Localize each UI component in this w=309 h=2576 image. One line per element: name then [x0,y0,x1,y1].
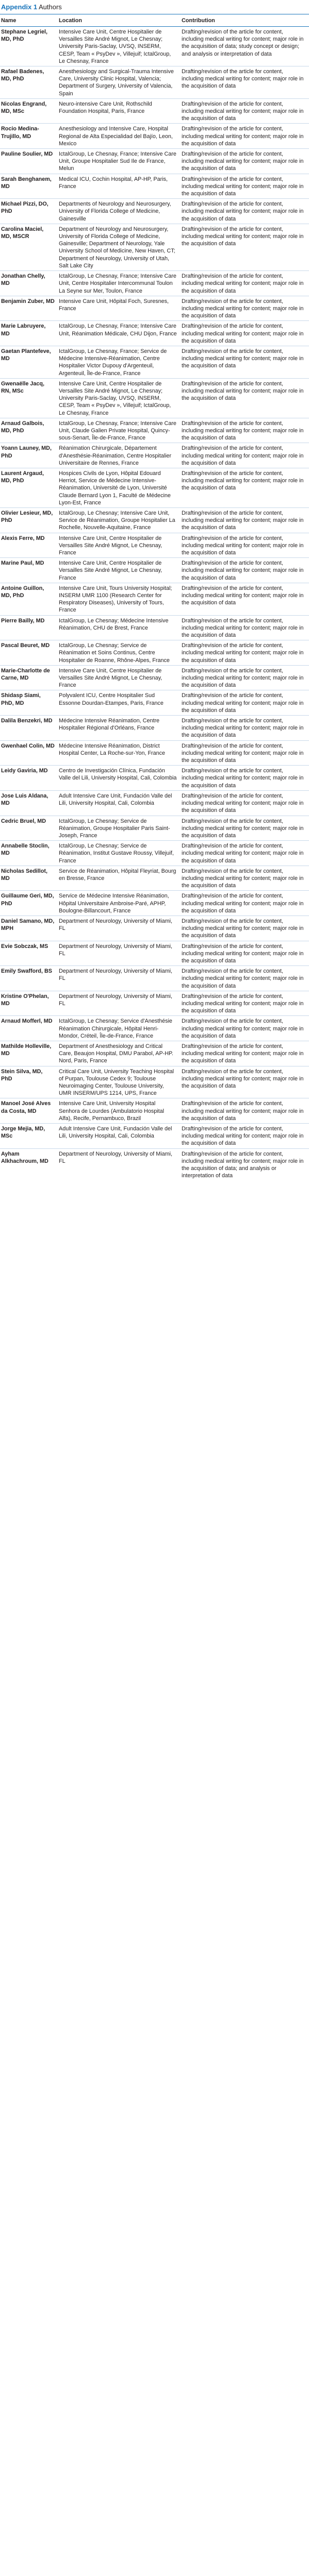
author-location-cell: IctalGroup, Le Chesnay; Service de Réanimation, Groupe Hospitalier Paris Saint-Joseph, France [58,816,181,841]
author-contribution-cell: Drafting/revision of the article for content, including medical writing for content; major role in the acquisition of data [181,916,309,941]
appendix-title: Authors [37,3,62,11]
author-name-cell: Marie Labruyere, MD [0,321,58,346]
table-row [0,690,309,716]
table-row [0,916,309,941]
author-contribution-cell: Drafting/revision of the article for content, including medical writing for content; major role in the acquisition of data [181,199,309,224]
author-name-cell: Benjamin Zuber, MD [0,296,58,321]
table-row [0,1124,309,1149]
author-name-cell: Manoel José Alves da Costa, MD [0,1098,58,1124]
table-row [0,1041,309,1066]
author-location-cell: Médecine Intensive Réanimation, Centre Hospitalier Régional d'Orléans, France [58,716,181,741]
author-name-cell: Rafael Badenes, MD, PhD [0,66,58,99]
table-row [0,583,309,615]
table-row [0,665,309,690]
author-contribution-cell: Drafting/revision of the article for content, including medical writing for content; major role in the acquisition of data [181,418,309,443]
author-name-cell: Sarah Benghanem, MD [0,174,58,199]
author-location-cell: Intensive Care Unit, Centre Hospitalier de Versailles Site André Mignot, Le Chesnay, France [58,665,181,690]
author-location-cell: Polyvalent ICU, Centre Hospitalier Sud Essonne Dourdan-Etampes, Paris, France [58,690,181,716]
author-location-cell: Intensive Care Unit, Tours University Hospital; INSERM UMR 1100 (Research Center for Respiratory Diseases), University of Tours, France [58,583,181,615]
table-row [0,98,309,124]
author-contribution-cell: Drafting/revision of the article for content, including medical writing for content; major role in the acquisition of data [181,716,309,741]
author-contribution-cell: Drafting/revision of the article for content, including medical writing for content; major role in the acquisition of data [181,866,309,891]
author-location-cell: Réanimation Chirurgicale, Département d'Anesthésie-Réanimation, Centre Hospitalier Universitaire de Rennes, France [58,443,181,468]
table-row [0,1016,309,1041]
author-location-cell: Hospices Civils de Lyon, Hôpital Edouard Herriot, Service de Médecine Intensive-Réanimation, Université de Lyon, Université Claude Bernard Lyon 1, Faculté de Médecine Lyon-Est, France [58,468,181,507]
author-name-cell: Stein Silva, MD, PhD [0,1066,58,1098]
table-row [0,149,309,174]
author-location-cell: Intensive Care Unit, Centre Hospitalier de Versailles Site André Mignot, Le Chesnay, France [58,558,181,583]
table-row [0,941,309,966]
appendix-document [0,0,309,1180]
appendix-label: Appendix 1 [1,3,38,11]
author-contribution-cell: Drafting/revision of the article for content, including medical writing for content; major role in the acquisition of data [181,346,309,378]
table-row [0,321,309,346]
author-name-cell: Yoann Launey, MD, PhD [0,443,58,468]
appendix-heading [0,0,309,14]
table-row [0,891,309,916]
author-contribution-cell: Drafting/revision of the article for content, including medical writing for content; major role in the acquisition of data [181,378,309,418]
author-contribution-cell: Drafting/revision of the article for content, including medical writing for content; major role in the acquisition of data [181,991,309,1016]
author-name-cell: Kristine O'Phelan, MD [0,991,58,1016]
author-contribution-cell: Drafting/revision of the article for content, including medical writing for content; major role in the acquisition of data [181,766,309,791]
author-contribution-cell: Drafting/revision of the article for content, including medical writing for content; major role in the acquisition of data [181,1016,309,1041]
authors-table-body [0,27,309,1181]
author-contribution-cell: Drafting/revision of the article for content, including medical writing for content; major role in the acquisition of data [181,149,309,174]
author-location-cell: IctalGroup, Le Chesnay; Intensive Care Unit, Service de Réanimation, Groupe Hospitalier La Rochelle, Nouvelle-Aquitaine, France [58,507,181,533]
author-contribution-cell: Drafting/revision of the article for content, including medical writing for content; major role in the acquisition of data [181,124,309,149]
author-contribution-cell: Drafting/revision of the article for content, including medical writing for content; major role in the acquisition of data [181,271,309,296]
author-contribution-cell: Drafting/revision of the article for content, including medical writing for content; major role in the acquisition of data [181,224,309,270]
author-location-cell: Service de Réanimation, Hôpital Fleyriat, Bourg en Bresse, France [58,866,181,891]
author-contribution-cell: Drafting/revision of the article for content, including medical writing for content; major role in the acquisition of data [181,841,309,866]
author-location-cell: IctalGroup, Le Chesnay; Service de Réanimation, Institut Gustave Roussy, Villejuif, France [58,841,181,866]
author-contribution-cell: Drafting/revision of the article for content, including medical writing for content; major role in the acquisition of data; study concept or design; and analysis or interpretation of data [181,27,309,66]
table-row [0,615,309,640]
author-name-cell: Gwenaëlle Jacq, RN, MSc [0,378,58,418]
author-location-cell: IctalGroup, Le Chesnay, France; Service de Médecine Intensive-Réanimation, Centre Hospitalier Victor Dupouy d'Argenteuil, Argenteuil, Île-de-France, France [58,346,181,378]
column-header-location: Location [58,14,181,27]
author-name-cell: Gwenhael Colin, MD [0,740,58,766]
author-location-cell: IctalGroup, Le Chesnay; Service de Réanimation et Soins Continus, Centre Hospitalier de Roanne, Rhône-Alpes, France [58,640,181,666]
author-location-cell: Intensive Care Unit, Centre Hospitalier de Versailles Site André Mignot, Le Chesnay; University Paris-Saclay, UVSQ, INSERM, CESP, Team « PsyDev », Villejuif; IctalGroup, Le Chesnay, France [58,27,181,66]
author-location-cell: IctalGroup, Le Chesnay; Service d'Anesthésie Réanimation Chirurgicale, Hôpital Henri-Mondor, Créteil, Île-de-France, France [58,1016,181,1041]
table-row [0,740,309,766]
author-location-cell: IctalGroup, Le Chesnay, France; Intensive Care Unit, Groupe Hospitalier Sud Ile de France, Melun [58,149,181,174]
author-location-cell: Department of Neurology, University of Miami, FL [58,991,181,1016]
author-contribution-cell: Drafting/revision of the article for content, including medical writing for content; major role in the acquisition of data [181,66,309,99]
table-row [0,418,309,443]
author-contribution-cell: Drafting/revision of the article for content, including medical writing for content; major role in the acquisition of data [181,468,309,507]
author-contribution-cell: Drafting/revision of the article for content, including medical writing for content; major role in the acquisition of data [181,558,309,583]
author-location-cell: Médecine Intensive Réanimation, District Hospital Center, La Roche-sur-Yon, France [58,740,181,766]
table-row [0,224,309,270]
author-name-cell: Mathilde Holleville, MD [0,1041,58,1066]
author-contribution-cell: Drafting/revision of the article for content, including medical writing for content; major role in the acquisition of data [181,1098,309,1124]
author-location-cell: IctalGroup, Le Chesnay, France; Intensive Care Unit, Centre Hospitalier Intercommunal Toulon La Seyne sur Mer, Toulon, France [58,271,181,296]
author-location-cell: Intensive Care Unit, Centre Hospitalier de Versailles Site André Mignot, Le Chesnay, France [58,533,181,558]
author-contribution-cell: Drafting/revision of the article for content, including medical writing for content; major role in the acquisition of data [181,296,309,321]
author-contribution-cell: Drafting/revision of the article for content, including medical writing for content; major role in the acquisition of data [181,443,309,468]
table-row [0,378,309,418]
author-name-cell: Carolina Maciel, MD, MSCR [0,224,58,270]
author-name-cell: Jonathan Chelly, MD [0,271,58,296]
author-contribution-cell: Drafting/revision of the article for content, including medical writing for content; major role in the acquisition of data [181,533,309,558]
author-name-cell: Nicholas Sedillot, MD [0,866,58,891]
table-row [0,1098,309,1124]
author-name-cell: Annabelle Stoclin, MD [0,841,58,866]
author-name-cell: Jose Luis Aldana, MD [0,790,58,816]
author-name-cell: Leidy Gaviria, MD [0,766,58,791]
author-location-cell: IctalGroup, Le Chesnay, France; Intensive Care Unit, Réanimation Médicale, CHU Dijon, France [58,321,181,346]
table-row [0,991,309,1016]
author-location-cell: Department of Neurology, University of Miami, FL [58,966,181,991]
table-row [0,468,309,507]
author-location-cell: Adult Intensive Care Unit, Fundación Valle del Lili, University Hospital, Cali, Colombia [58,1124,181,1149]
author-name-cell: Rocio Medina-Trujillo, MD [0,124,58,149]
author-location-cell: Centro de Investigación Clínica, Fundación Valle del Lili, University Hospital, Cali, Colombia [58,766,181,791]
author-contribution-cell: Drafting/revision of the article for content, including medical writing for content; major role in the acquisition of data [181,321,309,346]
author-location-cell: IctalGroup, Le Chesnay; Médecine Intensive Réanimation, CHU de Brest, France [58,615,181,640]
author-name-cell: Daniel Samano, MD, MPH [0,916,58,941]
author-name-cell: Marie-Charlotte de Carne, MD [0,665,58,690]
author-contribution-cell: Drafting/revision of the article for content, including medical writing for content; major role in the acquisition of data [181,174,309,199]
author-location-cell: Department of Neurology, University of Miami, FL [58,941,181,966]
author-location-cell: Intensive Care Unit, Hôpital Foch, Suresnes, France [58,296,181,321]
author-name-cell: Arnaud Galbois, MD, PhD [0,418,58,443]
author-location-cell: Adult Intensive Care Unit, Fundación Valle del Lili, University Hospital, Cali, Colombia [58,790,181,816]
author-name-cell: Pascal Beuret, MD [0,640,58,666]
author-location-cell: IctalGroup, Le Chesnay, France; Intensive Care Unit, Claude Galien Private Hospital, Quincy-sous-Senart, Île-de-France, France [58,418,181,443]
author-contribution-cell: Drafting/revision of the article for content, including medical writing for content; major role in the acquisition of data [181,941,309,966]
column-header-name: Name [0,14,58,27]
author-contribution-cell: Drafting/revision of the article for content, including medical writing for content; major role in the acquisition of data [181,1041,309,1066]
table-row [0,507,309,533]
author-name-cell: Ayham Alkhachroum, MD [1,1150,48,1164]
table-row [0,199,309,224]
author-contribution-cell: Drafting/revision of the article for content, including medical writing for content; major role in the acquisition of data [181,690,309,716]
author-name-cell: Cedric Bruel, MD [0,816,58,841]
author-name-cell: Pauline Soulier, MD [0,149,58,174]
author-location-cell: Anesthesiology and Intensive Care, Hospital Regional de Alta Especialidad del Bajío, Leon, Mexico [58,124,181,149]
authors-table [0,14,309,1180]
table-row [0,533,309,558]
table-row [0,716,309,741]
table-row [0,766,309,791]
author-contribution-cell: Drafting/revision of the article for content, including medical writing for content; major role in the acquisition of data [181,966,309,991]
table-row [0,640,309,666]
author-name-cell: Evie Sobczak, MS [0,941,58,966]
table-row [0,27,309,66]
author-contribution-cell: Drafting/revision of the article for content, including medical writing for content; major role in the acquisition of data [181,891,309,916]
author-name-cell: Shidasp Siami, PhD, MD [0,690,58,716]
author-name-cell: Dalila Benzekri, MD [0,716,58,741]
author-contribution-cell: Drafting/revision of the article for content, including medical writing for content; major role in the acquisition of data [181,1066,309,1098]
author-location-cell: Intensive Care Unit, University Hospital Senhora de Lourdes (Ambulatorio Hospital Alfa), Recife, Pernambuco, Brazil [58,1098,181,1124]
author-location-cell: Departments of Neurology and Neurosurgery, University of Florida College of Medicine, Gainesville [58,199,181,224]
author-name-cell: Alexis Ferre, MD [0,533,58,558]
author-contribution-cell: Drafting/revision of the article for content, including medical writing for content; major role in the acquisition of data [181,507,309,533]
author-location-cell: Service de Médecine Intensive Réanimation, Hôpital Universitaire Ambroise-Paré, APHP, Boulogne-Billancourt, France [58,891,181,916]
table-row [0,271,309,296]
author-location-cell: Department of Neurology, University of Miami, FL [58,916,181,941]
author-location-cell: Medical ICU, Cochin Hospital, AP-HP, Paris, France [58,174,181,199]
table-row [0,443,309,468]
author-name-cell: Guillaume Geri, MD, PhD [0,891,58,916]
table-row [0,174,309,199]
author-location-cell: Intensive Care Unit, Centre Hospitalier de Versailles Site André Mignot, Le Chesnay; University Paris-Saclay, UVSQ, INSERM, CESP, Team « PsyDev », Villejuif; IctalGroup, Le Chesnay, France [58,378,181,418]
table-row [0,296,309,321]
table-row [0,346,309,378]
author-name-cell: Marine Paul, MD [0,558,58,583]
table-header-row [0,14,309,27]
author-name-cell: Olivier Lesieur, MD, PhD [0,507,58,533]
author-contribution-cell: Drafting/revision of the article for content, including medical writing for content; major role in the acquisition of data [181,665,309,690]
author-name-cell: Nicolas Engrand, MD, MSc [0,98,58,124]
author-name-cell: Emily Swafford, BS [0,966,58,991]
author-contribution-cell: Drafting/revision of the article for content, including medical writing for content; major role in the acquisition of data [181,640,309,666]
table-row [0,66,309,99]
author-location-cell: Department of Neurology, University of Miami, FL [59,1150,173,1164]
table-row [0,841,309,866]
author-location-cell: Department of Anesthesiology and Critical Care, Beaujon Hospital, DMU Parabol, AP-HP. Nord, Paris, France [58,1041,181,1066]
table-row [0,558,309,583]
author-location-cell: Critical Care Unit, University Teaching Hospital of Purpan, Toulouse Cedex 9; Toulouse Neuroimaging Center, Toulouse University, UMR INSERM/UPS 1214, UPS, France [58,1066,181,1098]
column-header-contribution: Contribution [181,14,309,27]
author-contribution-cell: Drafting/revision of the article for content, including medical writing for content; major role in the acquisition of data [181,583,309,615]
author-location-cell: Neuro-intensive Care Unit, Rothschild Foundation Hospital, Paris, France [58,98,181,124]
author-name-cell: Pierre Bailly, MD [0,615,58,640]
author-name-cell: Laurent Argaud, MD, PhD [0,468,58,507]
table-row [0,966,309,991]
author-contribution-cell: Drafting/revision of the article for content, including medical writing for content; major role in the acquisition of data [181,790,309,816]
table-row [0,790,309,816]
author-location-cell: Department of Neurology and Neurosurgery, University of Florida College of Medicine, Gainesville; Department of Neurology, Yale University School of Medicine, New Haven, CT; Department of Neurology, University of Utah, Salt Lake City [58,224,181,270]
table-row [0,124,309,149]
table-row [0,816,309,841]
author-contribution-cell: Drafting/revision of the article for content, including medical writing for content; major role in the acquisition of data [181,1124,309,1149]
author-name-cell: Stephane Legriel, MD, PhD [0,27,58,66]
author-contribution-cell: Drafting/revision of the article for content, including medical writing for content; major role in the acquisition of data [181,98,309,124]
author-name-cell: Michael Pizzi, DO, PhD [0,199,58,224]
author-name-cell: Antoine Guillon, MD, PhD [0,583,58,615]
author-name-cell: Gaetan Plantefeve, MD [0,346,58,378]
author-name-cell: Arnaud Mofferl, MD [0,1016,58,1041]
table-row [0,1066,309,1098]
author-name-cell: Jorge Mejia, MD, MSc [0,1124,58,1149]
author-contribution-cell: Drafting/revision of the article for content, including medical writing for content; major role in the acquisition of data; and analysis or interpretation of data [182,1150,304,1179]
author-contribution-cell: Drafting/revision of the article for content, including medical writing for content; major role in the acquisition of data [181,615,309,640]
author-contribution-cell: Drafting/revision of the article for content, including medical writing for content; major role in the acquisition of data [181,816,309,841]
author-location-cell: Anesthesiology and Surgical-Trauma Intensive Care, University Clinic Hospital, Valencia; Department of Surgery, University of Valencia, Spain [58,66,181,99]
table-row [0,1148,309,1180]
author-contribution-cell: Drafting/revision of the article for content, including medical writing for content; major role in the acquisition of data [181,740,309,766]
table-row [0,866,309,891]
